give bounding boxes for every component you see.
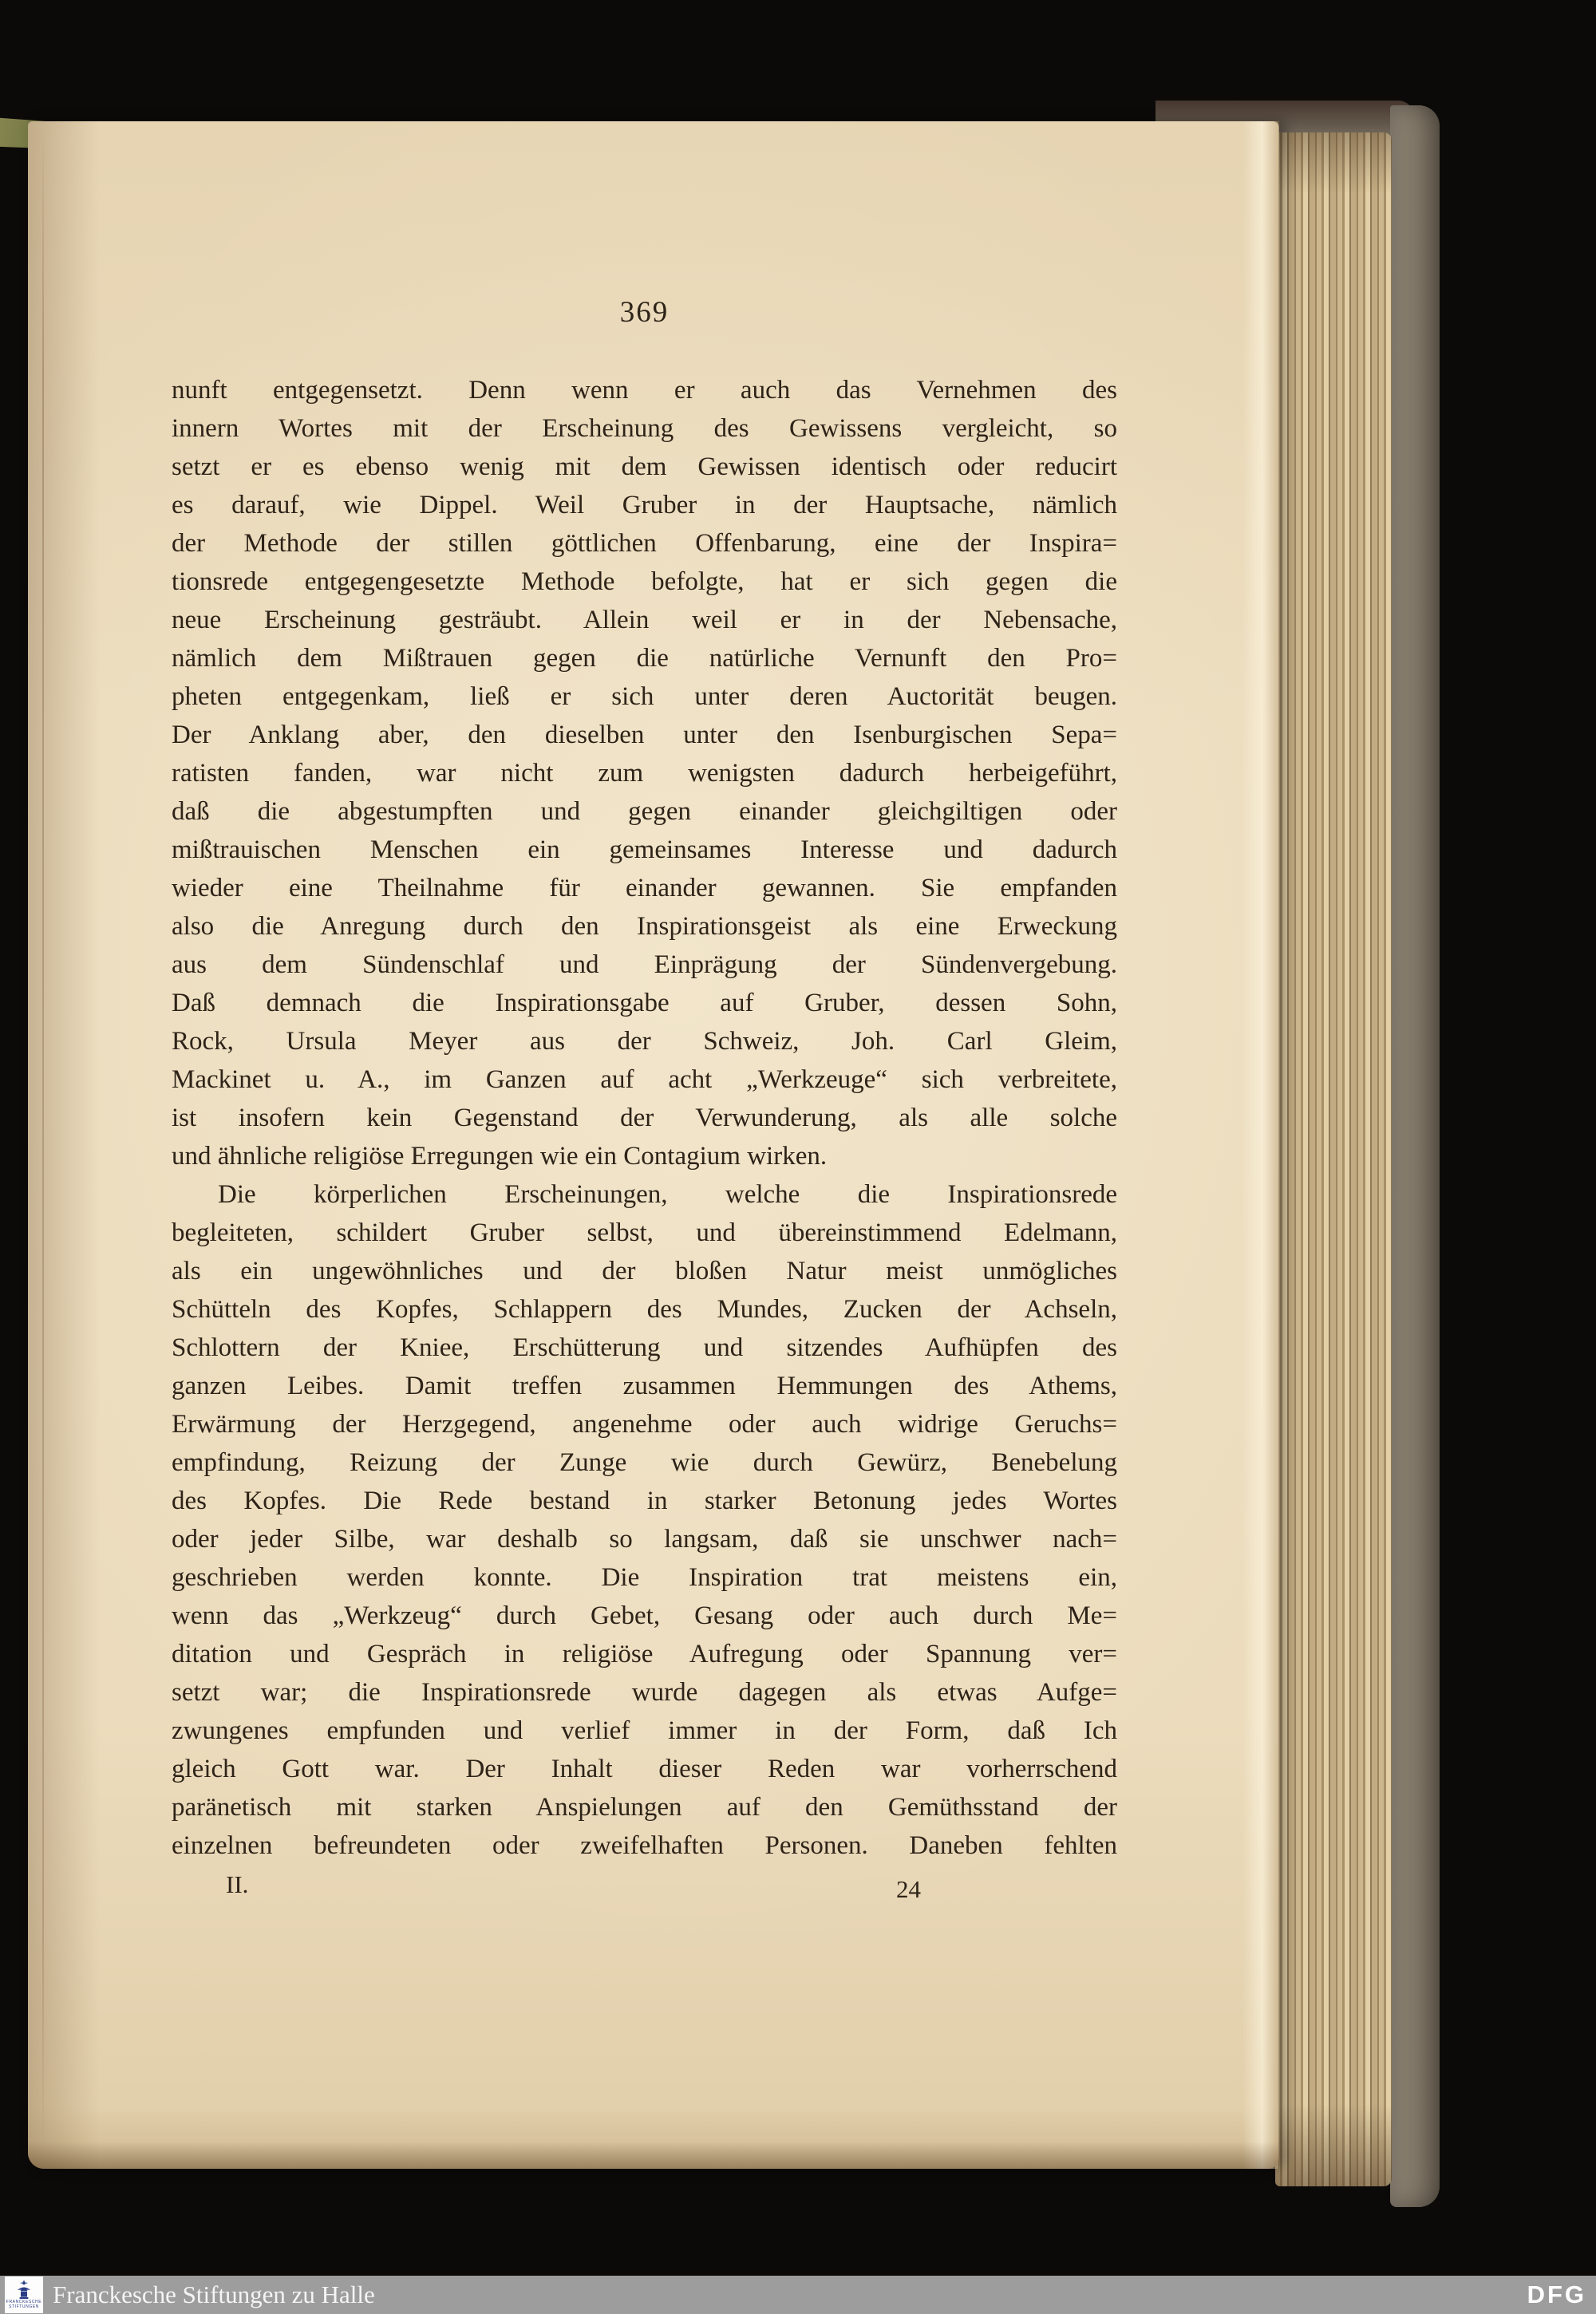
footer-volume-mark: II. bbox=[226, 1870, 249, 1898]
text-line: setzt er es ebenso wenig mit dem Gewissen identisch oder reducirt bbox=[172, 452, 1117, 481]
text-line: Erwärmung der Herzgegend, angenehme oder auch widrige Geruchs= bbox=[172, 1410, 1117, 1439]
text-line: oder jeder Silbe, war deshalb so langsam, daß sie unschwer nach= bbox=[172, 1525, 1117, 1554]
text-line: zwungenes empfunden und verlief immer in der Form, daß Ich bbox=[172, 1716, 1117, 1745]
text-line: wieder eine Theilnahme für einander gewannen. Sie empfanden bbox=[172, 874, 1117, 902]
text-line: ratisten fanden, war nicht zum wenigsten dadurch herbeigeführt, bbox=[172, 759, 1117, 788]
text-line: ditation und Gespräch in religiöse Aufregung oder Spannung ver= bbox=[172, 1640, 1117, 1668]
page-gutter-shadow bbox=[28, 121, 100, 2169]
text-line: nunft entgegensetzt. Denn wenn er auch das Vernehmen des bbox=[172, 376, 1117, 405]
text-line: setzt war; die Inspirationsrede wurde dagegen als etwas Aufge= bbox=[172, 1678, 1117, 1707]
text-line: geschrieben werden konnte. Die Inspiration trat meistens ein, bbox=[172, 1563, 1117, 1592]
text-line: des Kopfes. Die Rede bestand in starker Betonung jedes Wortes bbox=[172, 1487, 1117, 1515]
footer-sheet-mark: 24 bbox=[896, 1875, 921, 1903]
text-line: der Methode der stillen göttlichen Offenbarung, eine der Inspira= bbox=[172, 529, 1117, 558]
text-line: als ein ungewöhnliches und der bloßen Natur meist unmögliches bbox=[172, 1257, 1117, 1285]
logo-caption-line2: STIFTUNGEN bbox=[9, 2304, 39, 2309]
text-line: Schütteln des Kopfes, Schlappern des Mundes, Zucken der Achseln, bbox=[172, 1295, 1117, 1324]
book-fore-edge-pages bbox=[1275, 132, 1392, 2186]
text-line: wenn das „Werkzeug“ durch Gebet, Gesang oder auch durch Me= bbox=[172, 1601, 1117, 1630]
franckesche-logo bbox=[5, 2276, 43, 2313]
text-line: empfindung, Reizung der Zunge wie durch Gewürz, Benebelung bbox=[172, 1448, 1117, 1477]
text-line: Rock, Ursula Meyer aus der Schweiz, Joh. Carl Gleim, bbox=[172, 1027, 1117, 1056]
text-line: und ähnliche religiöse Erregungen wie ein Contagium wirken. bbox=[172, 1142, 828, 1171]
text-line: ist insofern kein Gegenstand der Verwunderung, als alle solche bbox=[172, 1104, 1117, 1132]
text-line: mißtrauischen Menschen ein gemeinsames Interesse und dadurch bbox=[172, 835, 1117, 864]
text-line: Schlottern der Kniee, Erschütterung und sitzendes Aufhüpfen des bbox=[172, 1333, 1117, 1362]
text-line: Die körperlichen Erscheinungen, welche die Inspirationsrede bbox=[218, 1180, 1117, 1209]
text-line: es darauf, wie Dippel. Weil Gruber in der Hauptsache, nämlich bbox=[172, 491, 1117, 519]
text-line: ganzen Leibes. Damit treffen zusammen Hemmungen des Athems, bbox=[172, 1372, 1117, 1400]
footer-bar bbox=[0, 2276, 1596, 2314]
institution-name: Franckesche Stiftungen zu Halle bbox=[53, 2280, 375, 2308]
logo-caption-line1: FRANCKESCHE bbox=[6, 2300, 42, 2304]
page-bottom-shadow bbox=[28, 2142, 1279, 2169]
text-line: tionsrede entgegengesetzte Methode befolgte, hat er sich gegen die bbox=[172, 567, 1117, 596]
page-right-edge bbox=[1242, 121, 1279, 2169]
text-line: neue Erscheinung gesträubt. Allein weil er in der Nebensache, bbox=[172, 606, 1117, 634]
text-line: daß die abgestumpften und gegen einander gleichgiltigen oder bbox=[172, 797, 1117, 826]
page-fold-line bbox=[42, 129, 44, 2156]
text-line: nämlich dem Mißtrauen gegen die natürliche Vernunft den Pro= bbox=[172, 644, 1117, 673]
text-line: Der Anklang aber, den dieselben unter den Isenburgischen Sepa= bbox=[172, 721, 1117, 749]
text-line: aus dem Sündenschlaf und Einprägung der Sündenvergebung. bbox=[172, 950, 1117, 979]
book-page bbox=[28, 121, 1279, 2169]
book-cover-right-edge bbox=[1390, 105, 1440, 2207]
text-line: begleiteten, schildert Gruber selbst, und übereinstimmend Edelmann, bbox=[172, 1218, 1117, 1247]
text-line: pheten entgegenkam, ließ er sich unter deren Auctorität beugen. bbox=[172, 682, 1117, 711]
text-line: paränetisch mit starken Anspielungen auf den Gemüthsstand der bbox=[172, 1793, 1117, 1822]
dfg-wordmark: DFG bbox=[1527, 2280, 1586, 2308]
text-line: innern Wortes mit der Erscheinung des Gewissens vergleicht, so bbox=[172, 414, 1117, 443]
text-line: gleich Gott war. Der Inhalt dieser Reden war vorherrschend bbox=[172, 1755, 1117, 1783]
franckesche-logo-icon bbox=[15, 2280, 33, 2300]
text-line: Mackinet u. A., im Ganzen auf acht „Werkzeuge“ sich verbreitete, bbox=[172, 1065, 1117, 1094]
text-line: also die Anregung durch den Inspirationsgeist als eine Erweckung bbox=[172, 912, 1117, 941]
text-block bbox=[172, 371, 1117, 1865]
page-number: 369 bbox=[619, 296, 670, 329]
text-line: Daß demnach die Inspirationsgabe auf Gruber, dessen Sohn, bbox=[172, 989, 1117, 1017]
text-line: einzelnen befreundeten oder zweifelhaften Personen. Daneben fehlten bbox=[172, 1831, 1117, 1860]
